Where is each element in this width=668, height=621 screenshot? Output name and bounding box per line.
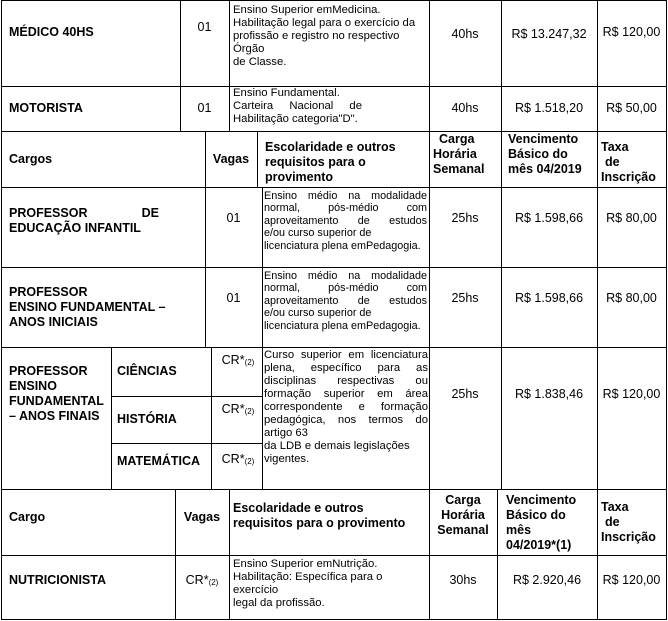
vagas-value: CR* xyxy=(221,353,245,367)
vagas-cell: 01 xyxy=(226,210,241,225)
vagas-note: (2) xyxy=(208,578,219,587)
carga-cell: 30hs xyxy=(449,572,477,587)
requisitos-line: e/ou curso superior de xyxy=(264,307,372,320)
cargo-line: ANOS INICIAIS xyxy=(9,315,98,329)
requisitos-line: Carteira Nacional de xyxy=(233,100,362,112)
requisitos-line: normal, pós-médio com xyxy=(264,282,427,295)
requisitos-cell xyxy=(264,349,428,466)
carga-cell: 25hs xyxy=(451,210,479,225)
header-line: de xyxy=(605,515,620,529)
header-line: de xyxy=(605,155,620,169)
header-carga xyxy=(429,493,497,538)
header-line: Semanal xyxy=(433,162,485,176)
vagas-note: (2) xyxy=(244,457,255,466)
table-3-border xyxy=(1,619,667,620)
table-3-divider xyxy=(1,489,2,619)
subject-historia: HISTÓRIA xyxy=(117,412,177,426)
table-3-divider xyxy=(229,489,230,619)
header-taxa xyxy=(601,140,665,185)
requisitos-line: Habilitação legal para o exercício da xyxy=(233,17,416,29)
subject-ciencias: CIÊNCIAS xyxy=(117,364,177,378)
cargo-line: FUNDAMENTAL xyxy=(9,394,104,408)
header-line: Semanal xyxy=(437,523,489,537)
cargo-cell xyxy=(9,206,159,236)
header-vencimento xyxy=(508,132,596,177)
taxa-cell: R$ 120,00 xyxy=(602,572,661,587)
requisitos-line: e/ou curso superior de xyxy=(264,227,372,240)
cargo-line: PROFESSOR xyxy=(9,285,88,299)
requisitos-cell xyxy=(264,190,427,252)
header-line: Inscrição xyxy=(601,170,656,184)
requisitos-line: pedagógica, nos termos do xyxy=(264,414,428,426)
requisitos-line: Curso superior em licenciatura xyxy=(264,349,428,361)
table-2-divider xyxy=(111,347,112,489)
vencimento-cell: R$ 1.838,46 xyxy=(514,386,584,401)
vagas-cell: 01 xyxy=(226,290,241,305)
requisitos-cell xyxy=(233,4,428,69)
vagas-value: CR* xyxy=(221,452,245,466)
table-2-divider xyxy=(262,187,263,489)
header-line: Escolaridade e outros xyxy=(233,501,364,515)
carga-cell: 40hs xyxy=(451,101,479,115)
header-line: Vencimento xyxy=(506,493,577,507)
requisitos-line: Ensino Superior emMedicina. xyxy=(233,4,381,16)
subject-matematica: MATEMÁTICA xyxy=(117,453,201,468)
header-taxa xyxy=(601,500,665,545)
table-2-divider xyxy=(1,131,2,489)
vagas-cell xyxy=(214,402,262,418)
header-line: Escolaridade e outros xyxy=(265,140,396,154)
table-1-divider xyxy=(666,0,667,131)
table-1-divider xyxy=(1,0,2,131)
requisitos-line: formação superior em área xyxy=(264,388,428,400)
cargo-cell xyxy=(9,285,199,330)
header-line: Carga xyxy=(445,493,481,507)
cargo-cell xyxy=(9,364,109,424)
requisitos-line: da LDB e demais legislações xyxy=(264,440,410,452)
requisitos-line: Ensino médio na modalidade xyxy=(264,270,427,282)
requisitos-line: legal da profissão. xyxy=(233,597,325,609)
cargo-cell: MÉDICO 40HS xyxy=(9,24,94,39)
header-line: 04/2019*(1) xyxy=(506,538,572,552)
vencimento-cell: R$ 1.598,66 xyxy=(514,290,584,305)
cargo-line: – ANOS FINAIS xyxy=(9,409,100,423)
requisitos-cell xyxy=(264,270,427,332)
requisitos-line: Ensino Fundamental. xyxy=(233,87,340,99)
cargo-line: PROFESSOR xyxy=(9,364,88,378)
requisitos-line: Habilitação: Específica para o xyxy=(233,571,383,583)
header-carga xyxy=(433,132,499,177)
vagas-cell: 01 xyxy=(197,101,212,115)
header-vagas: Vagas xyxy=(183,509,221,524)
requisitos-line: vigentes. xyxy=(264,453,310,465)
vagas-cell xyxy=(214,353,262,369)
header-line: requisitos para o provimento xyxy=(233,516,406,530)
taxa-cell: R$ 80,00 xyxy=(606,290,657,305)
requisitos-line: correspondente e formação xyxy=(264,401,428,413)
requisitos-line: aproveitamento de estudos xyxy=(264,214,427,227)
cargo-cell: NUTRICIONISTA xyxy=(9,572,106,587)
header-line: provimento xyxy=(265,170,334,184)
requisitos-line: artigo 63 xyxy=(264,427,308,439)
header-requisitos xyxy=(265,140,427,185)
header-cargo: Cargo xyxy=(9,509,46,524)
header-requisitos xyxy=(233,501,428,531)
requisitos-line: Habilitação categoria"D". xyxy=(233,113,358,125)
vagas-note: (2) xyxy=(244,358,255,367)
requisitos-line: disciplinas respectivas ou xyxy=(264,375,428,387)
requisitos-line: normal, pós-médio com xyxy=(264,202,427,215)
requisitos-line: profissão e registro no respectivo xyxy=(233,30,400,42)
header-vencimento xyxy=(506,493,596,553)
table-2-divider xyxy=(257,131,258,187)
header-line: Horária xyxy=(433,147,477,161)
vencimento-cell: R$ 1.518,20 xyxy=(514,101,584,115)
requisitos-line: Órgão xyxy=(233,43,265,55)
table-2-divider xyxy=(666,131,667,489)
vencimento-cell: R$ 2.920,46 xyxy=(512,572,582,587)
requisitos-line: licenciatura plena emPedagogia. xyxy=(264,319,421,332)
requisitos-line: Ensino médio na modalidade xyxy=(264,190,427,202)
requisitos-line: aproveitamento de estudos xyxy=(264,294,427,307)
table-1-border xyxy=(1,0,667,1)
header-line: mês 04/2019 xyxy=(508,162,582,176)
cargo-cell: MOTORISTA xyxy=(9,101,83,115)
header-line: Horária xyxy=(441,508,485,522)
vagas-value: CR* xyxy=(221,402,245,416)
header-line: Básico do xyxy=(508,147,568,161)
requisitos-cell xyxy=(233,558,428,610)
table-3-divider xyxy=(666,489,667,619)
vagas-note: (2) xyxy=(244,407,255,416)
cargo-line: ENSINO xyxy=(9,379,57,393)
vencimento-cell: R$ 1.598,66 xyxy=(514,210,584,225)
requisitos-line: licenciatura plena emPedagogia. xyxy=(264,239,421,252)
cargo-line: ENSINO FUNDAMENTAL – xyxy=(9,300,166,314)
header-line: Taxa xyxy=(601,140,629,154)
table-2-divider xyxy=(211,347,212,489)
vencimento-cell: R$ 13.247,32 xyxy=(511,26,587,41)
carga-cell: 25hs xyxy=(451,386,479,401)
vagas-cell: 01 xyxy=(197,19,212,34)
requisitos-line: exercício xyxy=(233,584,279,596)
vagas-value: CR* xyxy=(185,573,209,587)
header-line: Vencimento xyxy=(508,132,579,146)
requisitos-line: plena, específico para as xyxy=(264,362,428,374)
vagas-cell xyxy=(214,452,262,468)
requisitos-line: Ensino Superior emNutrição. xyxy=(233,558,378,570)
requisitos-cell xyxy=(233,87,362,126)
taxa-cell: R$ 120,00 xyxy=(602,386,661,401)
header-line: Taxa xyxy=(601,500,629,514)
header-line: Básico do xyxy=(506,508,566,522)
taxa-cell: R$ 50,00 xyxy=(606,101,657,115)
carga-cell: 25hs xyxy=(451,290,479,305)
header-line: Inscrição xyxy=(601,530,656,544)
header-line: requisitos para o xyxy=(265,155,366,169)
header-line: Carga xyxy=(439,132,475,146)
taxa-cell: R$ 120,00 xyxy=(602,24,661,39)
carga-cell: 40hs xyxy=(451,26,479,41)
header-cargos: Cargos xyxy=(9,151,53,166)
taxa-cell: R$ 80,00 xyxy=(606,210,657,225)
vagas-cell xyxy=(175,573,229,589)
cargo-line: EDUCAÇÃO INFANTIL xyxy=(9,221,141,235)
cargo-line: PROFESSOR DE xyxy=(9,206,159,220)
header-line: mês xyxy=(506,523,532,537)
requisitos-line: de Classe. xyxy=(233,56,287,68)
header-vagas: Vagas xyxy=(212,151,250,166)
table-1-divider xyxy=(229,0,230,131)
